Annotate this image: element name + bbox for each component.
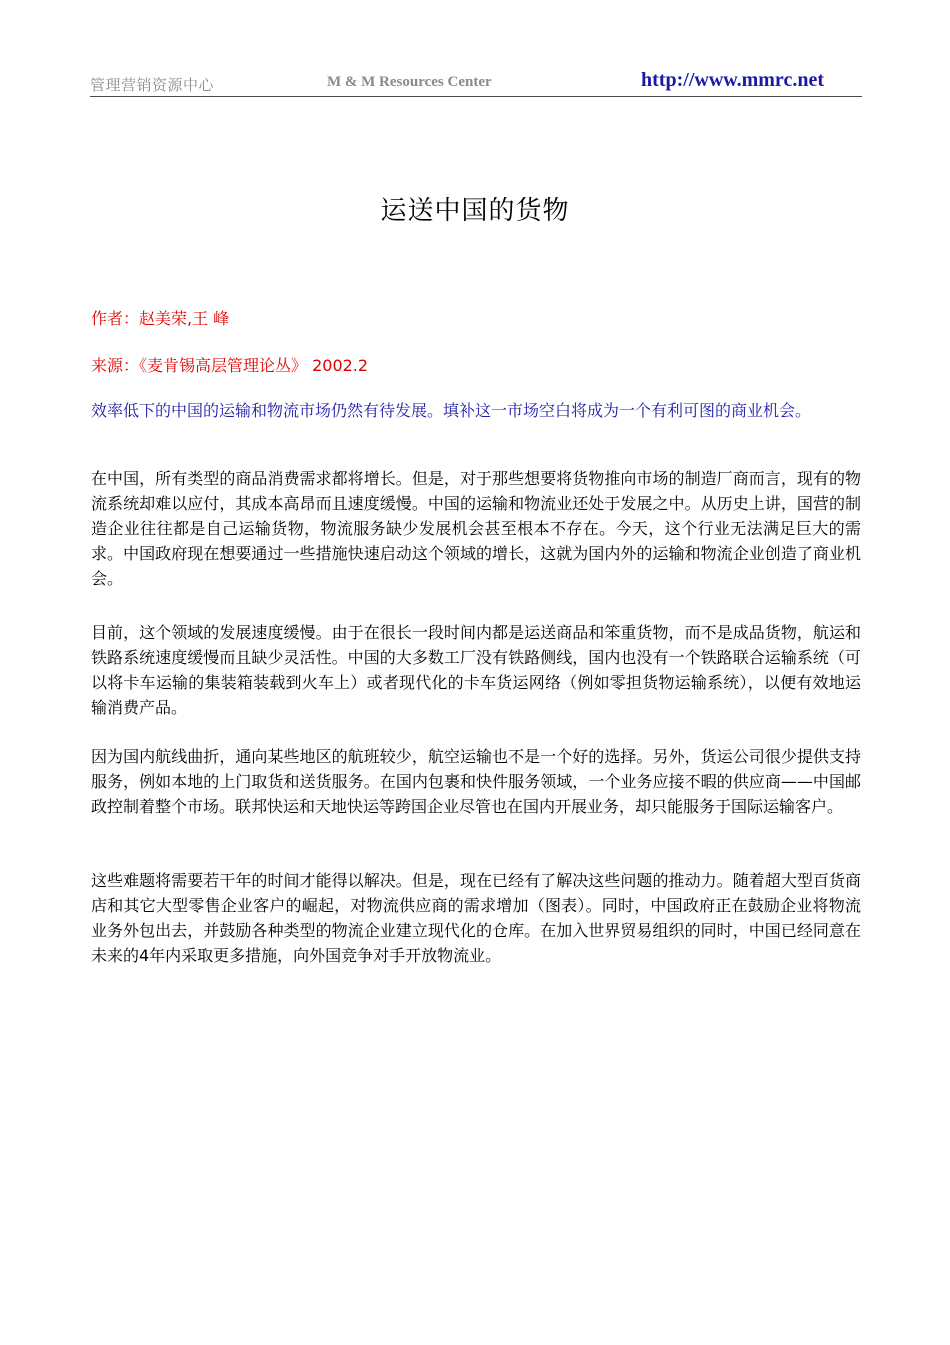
body-paragraph-2: 目前，这个领域的发展速度缓慢。由于在很长一段时间内都是运送商品和笨重货物，而不是成品货物，航运和铁路系统速度缓慢而且缺少灵活性。中国的大多数工厂没有铁路侧线，国内也没有一个铁路联合运输系统（可以将卡车运输的集装箱装载到火车上）或者现代化的卡车货运网络（例如零担货物运输系统），以便有效地运输消费产品。 bbox=[91, 623, 861, 717]
body-paragraph-1: 在中国，所有类型的商品消费需求都将增长。但是，对于那些想要将货物推向市场的制造厂商而言，现有的物流系统却难以应付，其成本高昂而且速度缓慢。中国的运输和物流业还处于发展之中。从历史上讲，国营的制造企业往往都是自己运输货物，物流服务缺少发展机会甚至根本不存在。今天，这个行业无法满足巨大的需求。中国政府现在想要通过一些措施快速启动这个领域的增长，这就为国内外的运输和物流企业创造了商业机会。 bbox=[91, 469, 861, 588]
article-title: 运送中国的货物 bbox=[380, 196, 570, 226]
header-center-name: M & M Resources Center bbox=[327, 74, 492, 90]
article-summary: 效率低下的中国的运输和物流市场仍然有待发展。填补这一市场空白将成为一个有利可图的商业机会。 bbox=[91, 401, 812, 420]
article-source: 来源：《麦肯锡高层管理论丛》 2002.2 bbox=[91, 356, 369, 375]
header-site-name: 管理营销资源中心 bbox=[90, 76, 215, 94]
body-paragraph-3: 因为国内航线曲折，通向某些地区的航班较少，航空运输也不是一个好的选择。另外，货运公司很少提供支持服务，例如本地的上门取货和送货服务。在国内包裹和快件服务领域，一个业务应接不暇的供应商——中国邮政控制着整个市场。联邦快运和天地快运等跨国企业尽管也在国内开展业务，却只能服务于国际运输客户。 bbox=[91, 747, 861, 816]
page-header bbox=[90, 70, 862, 97]
header-url-link[interactable]: http://www.mmrc.net bbox=[641, 69, 824, 91]
article-author: 作者：赵美荣,王 峰 bbox=[91, 309, 230, 328]
body-paragraph-4: 这些难题将需要若干年的时间才能得以解决。但是，现在已经有了解决这些问题的推动力。随着超大型百货商店和其它大型零售企业客户的崛起，对物流供应商的需求增加（图表）。同时，中国政府正在鼓励企业将物流业务外包出去，并鼓励各种类型的物流企业建立现代化的仓库。在加入世界贸易组织的同时，中国已经同意在未来的4年内采取更多措施，向外国竞争对手开放物流业。 bbox=[91, 871, 861, 965]
